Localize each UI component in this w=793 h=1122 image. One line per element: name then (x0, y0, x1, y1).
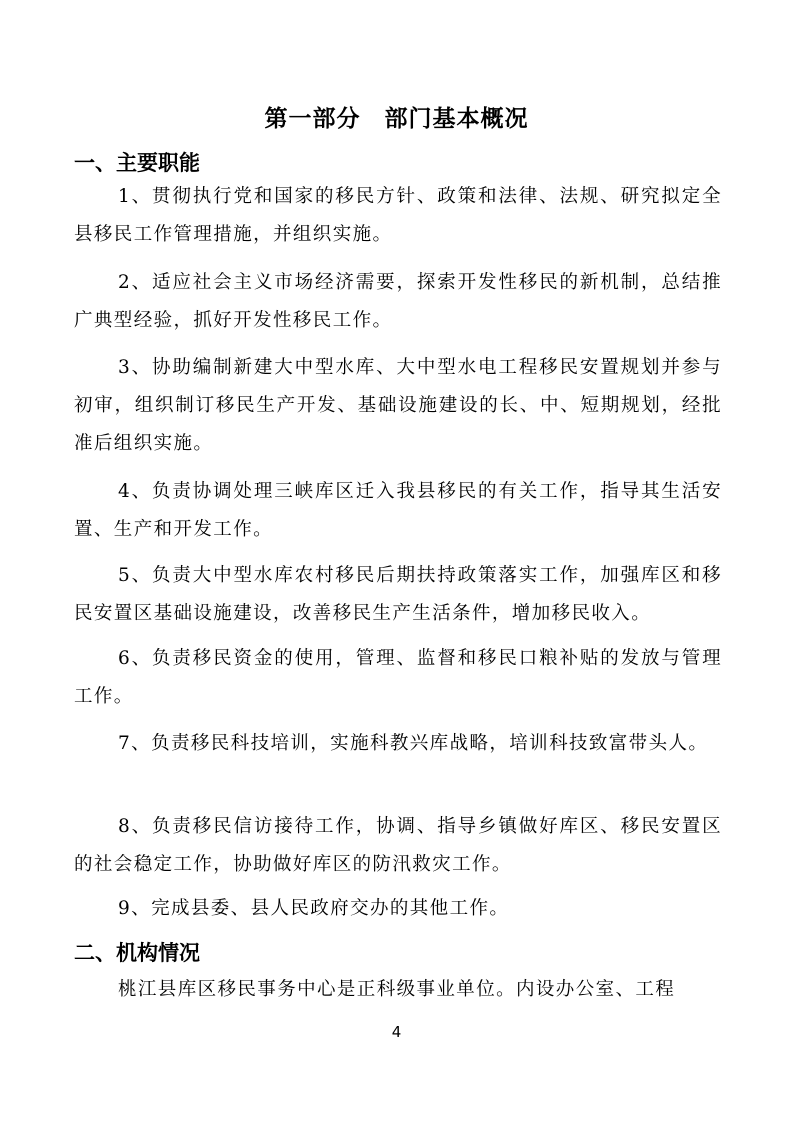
section-heading-main-functions: 一、主要职能 (74, 151, 200, 175)
section-heading-organization: 二、机构情况 (74, 941, 200, 965)
paragraph-item-1: 1、贯彻执行党和国家的移民方针、政策和法律、法规、研究拟定全县移民工作管理措施，并组织实施。 (74, 186, 722, 245)
paragraph-item-2: 2、适应社会主义市场经济需要，探索开发性移民的新机制，总结推广典型经验，抓好开发性移民工作。 (74, 272, 722, 331)
paragraph-item-4: 4、负责协调处理三峡库区迁入我县移民的有关工作，指导其生活安置、生产和开发工作。 (74, 481, 722, 540)
paragraph-item-3: 3、协助编制新建大中型水库、大中型水电工程移民安置规划并参与初审，组织制订移民生产开发、基础设施建设的长、中、短期规划，经批准后组织实施。 (74, 357, 722, 454)
paragraph-item-6: 6、负责移民资金的使用，管理、监督和移民口粮补贴的发放与管理工作。 (74, 648, 722, 707)
paragraph-organization: 桃江县库区移民事务中心是正科级事业单位。内设办公室、工程 (118, 979, 676, 1000)
page-title: 第一部分 部门基本概况 (264, 106, 529, 132)
paragraph-item-8: 8、负责移民信访接待工作，协调、指导乡镇做好库区、移民安置区的社会稳定工作，协助做好库区的防汛救灾工作。 (74, 816, 722, 875)
paragraph-item-9: 9、完成县委、县人民政府交办的其他工作。 (118, 898, 510, 919)
paragraph-item-5: 5、负责大中型水库农村移民后期扶持政策落实工作，加强库区和移民安置区基础设施建设，改善移民生产生活条件，增加移民收入。 (74, 565, 722, 624)
paragraph-item-7: 7、负责移民科技培训，实施科教兴库战略，培训科技致富带头人。 (118, 733, 709, 754)
page-number: 4 (391, 1023, 402, 1041)
